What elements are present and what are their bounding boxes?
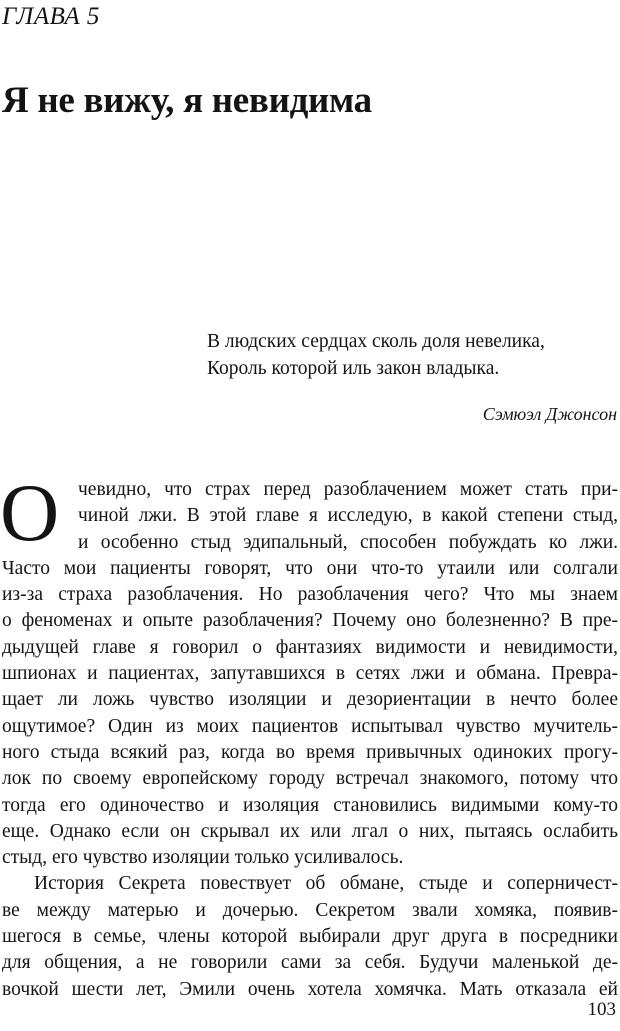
- text-line: чевидно, что страх перед разоблачением может стать при-: [78, 479, 618, 500]
- page-number: 103: [587, 999, 616, 1020]
- text-line: из-за страха разоблачения. Но разоблачения чего? Что мы знаем: [2, 584, 618, 606]
- text-line: История Секрета повествует об обмане, стыде и соперничест-: [34, 873, 618, 895]
- text-line: тогда его одиночество и изоляция становились видимыми кому-то: [2, 794, 618, 816]
- epigraph: [207, 328, 617, 382]
- chapter-title: Я не вижу, я невидима: [2, 80, 372, 121]
- text-line: ного стыда всякий раз, когда во время привычных одиноких прогу-: [2, 741, 618, 763]
- text-line: стыд, его чувство изоляции только усиливалось.: [2, 847, 404, 869]
- text-line: чиной лжи. В этой главе я исследую, в какой степени стыд,: [78, 505, 618, 527]
- text-line: дыдущей главе я говорил о фантазиях видимости и невидимости,: [2, 636, 618, 658]
- text-line: лок по своему европейскому городу встречал знакомого, потому что: [2, 768, 618, 790]
- text-line: щает ли ложь чувство изоляции и дезориентации в нечто более: [2, 689, 618, 711]
- text-line: для общения, а не говорили сами за себя. Будучи маленькой де-: [2, 952, 618, 974]
- epigraph-author: Сэмюэл Джонсон: [482, 404, 617, 424]
- text-line: ощутимое? Один из моих пациентов испытывал чувство мучитель-: [2, 715, 618, 737]
- drop-cap: О: [0, 467, 60, 558]
- text-line: Часто мои пациенты говорят, что они что-то утаили или солгали: [2, 557, 618, 579]
- text-line: шегося в семье, члены которой выбирали друг друга в посредники: [2, 926, 618, 948]
- text-line: еще. Однако если он скрывал их или лгал о них, пытаясь ослабить: [2, 820, 618, 842]
- epigraph-line: В людских сердцах сколь доля невелика,: [207, 331, 545, 352]
- chapter-label: ГЛАВА 5: [2, 3, 100, 30]
- text-line: о феноменах и опыте разоблачения? Почему оно болезненно? В пре-: [2, 610, 618, 632]
- epigraph-line: Король которой иль закон владыка.: [207, 358, 500, 379]
- body-text: [2, 477, 618, 1003]
- text-line: ве между матерью и дочерью. Секретом звали хомяка, появив-: [2, 899, 618, 921]
- text-line: шпионах и пациентах, запутавшихся в сетях лжи и обмана. Превра-: [2, 663, 618, 685]
- text-line: и особенно стыд эдипальный, способен побуждать ко лжи.: [78, 531, 618, 553]
- text-line: вочкой шести лет, Эмили очень хотела хомячка. Мать отказала ей: [2, 978, 618, 1000]
